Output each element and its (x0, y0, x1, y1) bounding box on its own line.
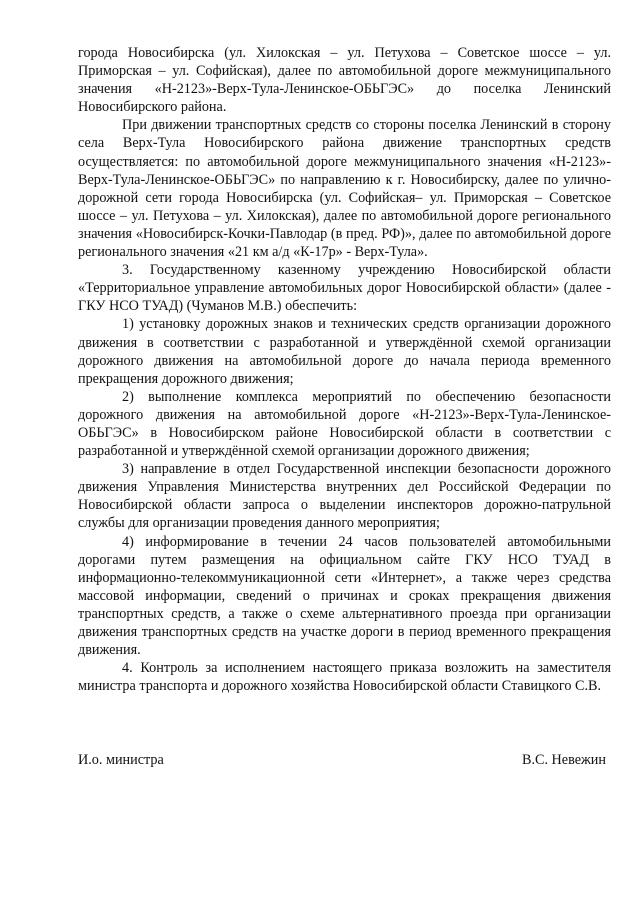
signatory-name: В.С. Невежин (521, 752, 606, 768)
paragraph-reverse-route: При движении транспортных средств со стороны поселка Ленинский в сторону села Верх-Тула Новосибирского района движение транспортных средств осуществляется: по автомобильной дороге межмуниципального значения «Н-2123»-Верх-Тула-Ленинское-ОБЬГЭС» по направлению к г. Новосибирску, далее по улично-дорожной сети города Новосибирска (ул. Софийская– ул. Приморская – Советское шоссе – ул. Петухова – ул. Хилокская), далее по автомобильной дороге регионального значения «Новосибирск-Кочки-Павлодар (в пред. РФ)», далее по автомобильной дороге регионального значения «21 км а/д «К-17р» - Верх-Тула». (78, 117, 611, 261)
paragraph-subitem-1: 1) установку дорожных знаков и технических средств организации дорожного движения в соответствии с разработанной и утверждённой схемой организации дорожного движения на автомобильной дороге до начала периода временного прекращения дорожного движения; (78, 316, 611, 387)
document-body (78, 44, 611, 695)
paragraph-subitem-3: 3) направление в отдел Государственной инспекции безопасности дорожного движения Управления Министерства внутренних дел Российской Федерации по Новосибирской области запроса о выделении инспекторов дорожно-патрульной службы для организации проведения данного мероприятия; (78, 461, 611, 532)
signature-block (78, 751, 606, 769)
signatory-title: И.о. министра (78, 752, 164, 768)
paragraph-subitem-4: 4) информирование в течении 24 часов пользователей автомобильными дорогами путем размещения на официальном сайте ГКУ НСО ТУАД в информационно-телекоммуникационной сети «Интернет», а также через средства массовой информации, сведений о причинах и сроках прекращения движения транспортных средств, а также о схеме альтернативного проезда при организации движения транспортных средств на участке дороги в период временного прекращения движения. (78, 533, 611, 659)
paragraph-item-3: 3. Государственному казенному учреждению Новосибирской области «Территориальное управление автомобильных дорог Новосибирской области» (далее - ГКУ НСО ТУАД) (Чуманов М.В.) обеспечить: (78, 262, 611, 315)
paragraph-route-continuation: города Новосибирска (ул. Хилокская – ул. Петухова – Советское шоссе – ул. Приморская – ул. Софийская), далее по автомобильной дороге межмуниципального значения «Н-2123»-Верх-Тула-Ленинское-ОБЬГЭС» до поселка Ленинский Новосибирского района. (78, 45, 611, 116)
paragraph-subitem-2: 2) выполнение комплекса мероприятий по обеспечению безопасности дорожного движения на автомобильной дороге «Н-2123»-Верх-Тула-Ленинское-ОБЬГЭС» в Новосибирском районе Новосибирской области в соответствии с разработанной и утверждённой схемой организации дорожного движения; (78, 388, 611, 460)
paragraph-item-4: 4. Контроль за исполнением настоящего приказа возложить на заместителя министра транспорта и дорожного хозяйства Новосибирской области Ставицкого С.В. (78, 660, 611, 695)
